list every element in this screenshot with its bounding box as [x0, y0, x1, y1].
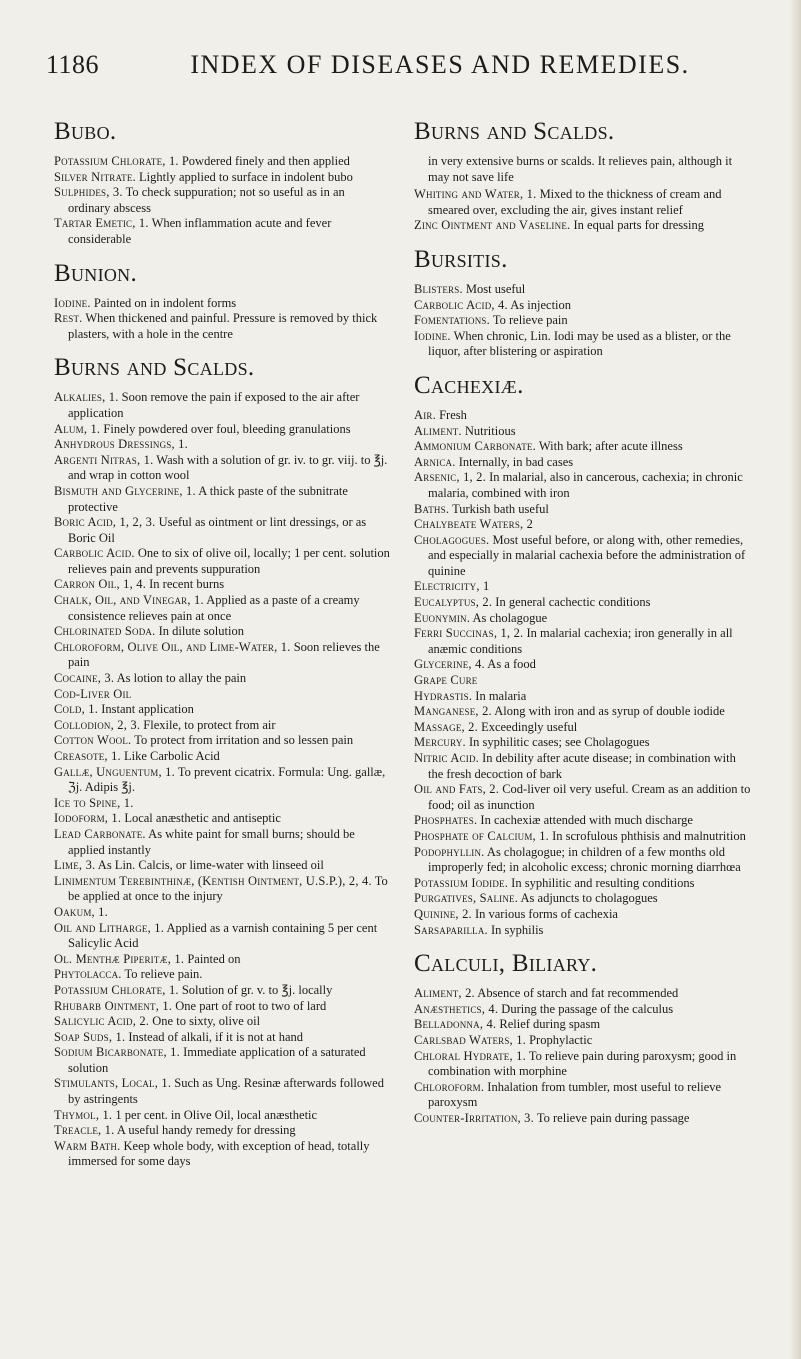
- remedy-description: To relieve pain during passage: [533, 1110, 690, 1125]
- remedy-description: Flexile, to protect from air: [140, 717, 276, 732]
- remedy-name: Glycerine, 4.: [414, 657, 485, 672]
- page-edge-shadow: [789, 0, 801, 1359]
- remedy-description: Nutritious: [461, 423, 516, 438]
- remedy-name: Whiting and Water, 1.: [414, 187, 537, 202]
- remedy-name: Warm Bath.: [54, 1138, 121, 1153]
- remedy-name: Phosphates.: [414, 813, 478, 828]
- index-section: [414, 246, 754, 360]
- remedy-name: Lead Carbonate.: [54, 826, 146, 841]
- remedy-description: Painted on in indolent forms: [90, 295, 237, 310]
- index-entry: [54, 905, 390, 921]
- index-entry: [414, 1049, 754, 1080]
- remedy-name: Ice to Spine, 1.: [54, 795, 134, 810]
- index-entry: [54, 624, 390, 640]
- remedy-name: Grape Cure: [414, 673, 478, 688]
- remedy-name: Oil and Litharge, 1.: [54, 920, 165, 935]
- remedy-description: In dilute solution: [155, 624, 244, 639]
- index-entry: [414, 455, 754, 471]
- index-entry: [54, 765, 390, 796]
- index-entry: [54, 967, 390, 983]
- index-entry: [54, 577, 390, 593]
- remedy-name: Iodoform, 1.: [54, 811, 122, 826]
- remedy-description: In recent burns: [146, 577, 225, 592]
- index-entry: [54, 1076, 390, 1107]
- remedy-description: Most useful before, or along with, other remedies, and especially in malarial cachexia before the administration of quinine: [428, 532, 746, 578]
- index-entry: [54, 154, 390, 170]
- index-entry: [414, 470, 754, 501]
- index-entry: [54, 999, 390, 1015]
- remedy-name: Sarsaparilla.: [414, 922, 488, 937]
- section-continuation: in very extensive burns or scalds. It relieves pain, although it may not save life: [428, 154, 733, 184]
- remedy-name: Tartar Emetic, 1.: [54, 216, 149, 231]
- index-entry: [54, 671, 390, 687]
- remedy-name: Massage, 2.: [414, 719, 478, 734]
- remedy-description: One part of root to two of lard: [172, 998, 327, 1013]
- index-entry: [54, 422, 390, 438]
- index-entry: [54, 515, 390, 546]
- index-entry: [414, 282, 754, 298]
- remedy-name: Arsenic, 1, 2.: [414, 470, 486, 485]
- index-entry: [54, 983, 390, 999]
- remedy-name: Fomentations.: [414, 313, 490, 328]
- remedy-name: Air.: [414, 407, 436, 422]
- index-section: [414, 118, 754, 234]
- remedy-description: To prevent cicatrix. Formula: Ung. gallæ, ℨj. Adipis ℥j.: [68, 764, 386, 795]
- index-entry: [54, 796, 390, 812]
- remedy-description: A useful handy remedy for dressing: [114, 1123, 296, 1138]
- remedy-description: Absence of starch and fat recommended: [474, 986, 679, 1001]
- index-entry: [414, 595, 754, 611]
- left-column: [54, 118, 390, 1182]
- remedy-name: Aliment.: [414, 423, 462, 438]
- remedy-name: Boric Acid, 1, 2, 3.: [54, 515, 156, 530]
- page-title: INDEX OF DISEASES AND REMEDIES.: [190, 50, 690, 79]
- remedy-description: Powdered finely and then applied: [178, 154, 350, 168]
- remedy-description: Cod-liver oil very useful. Cream as an addition to food; oil as inunction: [428, 782, 751, 812]
- remedy-name: Rhubarb Ointment, 1.: [54, 998, 173, 1013]
- remedy-description: When chronic, Lin. Iodi may be used as a blister, or the liquor, after blistering or aspiration: [428, 328, 731, 359]
- remedy-name: Manganese, 2.: [414, 704, 492, 719]
- remedy-name: Creasote, 1.: [54, 749, 121, 763]
- remedy-name: Baths.: [414, 501, 450, 516]
- remedy-name: Phytolacca.: [54, 967, 122, 982]
- remedy-name: Silver Nitrate.: [54, 169, 136, 184]
- remedy-description: A thick paste of the subnitrate protective: [68, 483, 348, 514]
- index-entry: [54, 185, 390, 216]
- remedy-name: Carlsbad Waters, 1.: [414, 1032, 526, 1047]
- remedy-name: Bismuth and Glycerine, 1.: [54, 483, 196, 498]
- section-title: Burns and Scalds.: [54, 354, 255, 382]
- remedy-name: Cotton Wool.: [54, 733, 132, 748]
- remedy-description: In syphilitic cases; see Cholagogues: [465, 735, 650, 750]
- section-title: Burns and Scalds.: [414, 118, 615, 145]
- remedy-description: As white paint for small burns; should be applied instantly: [68, 826, 355, 857]
- remedy-description: To relieve pain during paroxysm; good in combination with morphine: [428, 1048, 737, 1079]
- remedy-name: Alum, 1.: [54, 421, 101, 436]
- index-entry: [414, 1002, 754, 1018]
- remedy-name: Thymol, 1.: [54, 1107, 113, 1122]
- section-title: Calculi, Biliary.: [414, 950, 598, 978]
- remedy-description: In syphilitic and resulting conditions: [508, 875, 695, 890]
- index-entry: [414, 1080, 754, 1111]
- remedy-name: Chloral Hydrate, 1.: [414, 1048, 526, 1063]
- remedy-description: Solution of gr. v. to ℥j. locally: [178, 982, 333, 997]
- remedy-description: Inhalation from tumbler, most useful to relieve paroxysm: [428, 1079, 722, 1110]
- remedy-description: Applied as a paste of a creamy consistence relieves pain at once: [68, 593, 360, 623]
- remedy-description: When inflammation acute and fever considerable: [68, 216, 332, 246]
- index-entry: [414, 704, 754, 720]
- right-column: [414, 118, 754, 1138]
- index-entry: [54, 1014, 390, 1030]
- remedy-name: Anæsthetics, 4.: [414, 1001, 499, 1016]
- remedy-name: Chlorinated Soda.: [54, 624, 156, 639]
- remedy-name: Arnica.: [414, 454, 456, 469]
- remedy-name: Ferri Succinas, 1, 2.: [414, 626, 524, 641]
- remedy-description: Most useful: [462, 281, 526, 296]
- remedy-name: Iodine.: [54, 295, 91, 310]
- remedy-description: Prophylactic: [525, 1032, 593, 1047]
- remedy-description: Lightly applied to surface in indolent bubo: [135, 169, 353, 184]
- remedy-name: Ol. Menthæ Piperitæ, 1.: [54, 951, 185, 966]
- remedy-name: Sodium Bicarbonate, 1.: [54, 1045, 180, 1060]
- remedy-name: Oil and Fats, 2.: [414, 782, 500, 797]
- remedy-description: Wash with a solution of gr. iv. to gr. viij. to ℥j. and wrap in cotton wool: [68, 452, 388, 483]
- remedy-name: Linimentum Terebinthinæ, (Kentish Ointment, U.S.P.), 2, 4.: [54, 873, 372, 888]
- remedy-name: Iodine.: [414, 328, 451, 343]
- index-section: [54, 260, 390, 343]
- index-entry: [54, 484, 390, 515]
- remedy-name: Ammonium Carbonate.: [414, 439, 536, 454]
- index-entry: [54, 170, 390, 186]
- remedy-description: One to sixty, olive oil: [149, 1014, 261, 1029]
- remedy-description: Along with iron and as syrup of double iodide: [491, 704, 725, 719]
- index-section: [54, 354, 390, 1170]
- remedy-description: In scrofulous phthisis and malnutrition: [548, 828, 746, 843]
- index-entry: [54, 296, 390, 312]
- remedy-description: In malarial cachexia; iron generally in all anæmic conditions: [428, 626, 733, 656]
- remedy-description: Soon remove the pain if exposed to the air after application: [68, 390, 360, 420]
- remedy-name: Nitric Acid.: [414, 751, 480, 765]
- remedy-name: Cod-Liver Oil: [54, 686, 132, 701]
- index-entry: [54, 718, 390, 734]
- page-number: 1186: [46, 50, 100, 79]
- remedy-description: Fresh: [435, 407, 467, 422]
- section-title: Bunion.: [54, 259, 138, 287]
- remedy-description: One to six of olive oil, locally; 1 per cent. solution relieves pain and prevents suppuration: [68, 546, 390, 576]
- index-entry: [54, 702, 390, 718]
- index-entry: [54, 640, 390, 671]
- index-entry: [54, 437, 390, 453]
- remedy-description: Internally, in bad cases: [455, 454, 574, 469]
- remedy-description: In various forms of cachexia: [471, 906, 618, 921]
- remedy-name: Electricity, 1: [414, 579, 490, 594]
- index-entry: [414, 845, 754, 876]
- index-entry: [414, 579, 754, 595]
- index-section: [414, 950, 754, 1126]
- remedy-name: Chalybeate Waters, 2: [414, 517, 534, 532]
- remedy-name: Lime, 3.: [54, 858, 96, 873]
- remedy-description: As lotion to allay the pain: [114, 671, 247, 686]
- remedy-name: Anhydrous Dressings, 1.: [54, 437, 188, 452]
- remedy-description: Local anæsthetic and antiseptic: [121, 811, 281, 826]
- remedy-name: Argenti Nitras, 1.: [54, 452, 154, 467]
- index-entry: [414, 424, 754, 440]
- remedy-name: Soap Suds, 1.: [54, 1029, 126, 1044]
- index-entry: [54, 874, 390, 905]
- index-entry: [414, 720, 754, 736]
- index-entry: [414, 907, 754, 923]
- remedy-name: Potassium Chlorate, 1.: [54, 154, 179, 168]
- index-entry: [54, 216, 390, 247]
- remedy-description: To be applied at once to the injury: [68, 873, 388, 904]
- index-entry: [414, 298, 754, 314]
- remedy-description: Finely powdered over foul, bleeding granulations: [100, 421, 351, 436]
- remedy-name: Salicylic Acid, 2.: [54, 1014, 150, 1029]
- index-entry: [54, 546, 390, 577]
- index-entry: [414, 673, 754, 689]
- remedy-description: In malaria: [472, 688, 527, 703]
- remedy-description: As Lin. Calcis, or lime-water with linseed oil: [95, 858, 324, 873]
- remedy-description: To check suppuration; not so useful as in an ordinary abscess: [68, 185, 345, 215]
- index-entry: [414, 611, 754, 627]
- index-entry: [414, 533, 754, 580]
- remedy-description: As a food: [484, 657, 536, 672]
- remedy-description: 1 per cent. in Olive Oil, local anæsthetic: [112, 1107, 318, 1122]
- remedy-name: Potassium Chlorate, 1.: [54, 982, 179, 997]
- remedy-description: Painted on: [184, 951, 241, 966]
- index-entry: [54, 858, 390, 874]
- index-entry: [54, 390, 390, 421]
- index-entry: [414, 1111, 754, 1127]
- remedy-description: As cholagogue: [470, 610, 548, 625]
- remedy-description: Such as Ung. Resinæ afterwards followed by astringents: [68, 1076, 384, 1107]
- remedy-description: In malarial, also in cancerous, cachexia; in chronic malaria, combined with iron: [428, 470, 743, 500]
- remedy-name: Carbolic Acid.: [54, 546, 135, 561]
- index-entry: [414, 829, 754, 845]
- remedy-name: Blisters.: [414, 281, 463, 296]
- index-entry: [54, 453, 390, 484]
- remedy-description: As adjuncts to cholagogues: [518, 891, 658, 906]
- remedy-description: Soon relieves the pain: [68, 639, 380, 670]
- index-entry: [414, 986, 754, 1002]
- remedy-description: To protect from irritation and so lessen pain: [131, 733, 354, 748]
- remedy-name: Treacle, 1.: [54, 1123, 115, 1138]
- index-entry: [414, 751, 754, 782]
- index-entry: [54, 733, 390, 749]
- remedy-description: To relieve pain: [489, 313, 568, 328]
- remedy-name: Aliment, 2.: [414, 986, 475, 1001]
- remedy-description: Useful as ointment or lint dressings, or as Boric Oil: [68, 515, 367, 545]
- remedy-description: Instead of alkali, if it is not at hand: [125, 1029, 303, 1044]
- index-entry: [414, 891, 754, 907]
- remedy-name: Eucalyptus, 2.: [414, 595, 493, 610]
- remedy-name: Euonymin.: [414, 610, 471, 625]
- remedy-name: Podophyllin.: [414, 844, 485, 859]
- index-entry: [414, 735, 754, 751]
- remedy-description: Exceedingly useful: [477, 719, 578, 734]
- index-entry: [414, 408, 754, 424]
- index-section: [414, 372, 754, 938]
- index-entry: [414, 218, 754, 234]
- remedy-description: In cachexiæ attended with much discharge: [477, 813, 693, 828]
- section-title: Bursitis.: [414, 245, 508, 273]
- index-entry: [414, 1033, 754, 1049]
- remedy-name: Gallæ, Unguentum, 1.: [54, 764, 175, 779]
- remedy-description: As cholagogue; in children of a few months old improperly fed; in alcoholic excess; chronic morning diarrhœa: [428, 844, 741, 875]
- remedy-description: Mixed to the thickness of cream and smeared over, excluding the air, gives instant relief: [428, 187, 722, 217]
- index-section: [54, 118, 390, 248]
- index-entry: [54, 827, 390, 858]
- remedy-name: Alkalies, 1.: [54, 390, 119, 405]
- remedy-description: Like Carbolic Acid: [120, 749, 220, 763]
- remedy-description: In general cachectic conditions: [492, 595, 651, 610]
- remedy-name: Carron Oil, 1, 4.: [54, 577, 147, 592]
- remedy-description: Turkish bath useful: [449, 501, 549, 516]
- remedy-name: Stimulants, Local, 1.: [54, 1076, 172, 1091]
- remedy-name: Cholagogues.: [414, 532, 490, 547]
- remedy-name: Oakum, 1.: [54, 904, 108, 919]
- remedy-description: Immediate application of a saturated solution: [68, 1045, 366, 1075]
- remedy-name: Zinc Ointment and Vaseline.: [414, 218, 571, 233]
- section-title: Bubo.: [54, 118, 117, 145]
- remedy-name: Collodion, 2, 3.: [54, 717, 141, 732]
- remedy-name: Hydrastis.: [414, 688, 473, 703]
- index-entry: [414, 876, 754, 892]
- remedy-description: In equal parts for dressing: [570, 218, 705, 233]
- remedy-description: Instant application: [98, 702, 194, 717]
- remedy-name: Mercury.: [414, 735, 466, 750]
- index-entry: [414, 657, 754, 673]
- index-entry: [414, 187, 754, 218]
- remedy-name: Chalk, Oil, and Vinegar, 1.: [54, 593, 204, 608]
- remedy-description: To relieve pain.: [121, 967, 203, 982]
- remedy-name: Sulphides, 3.: [54, 185, 123, 200]
- index-entry: [414, 813, 754, 829]
- remedy-name: Carbolic Acid, 4.: [414, 297, 508, 312]
- index-entry: [414, 689, 754, 705]
- remedy-description: In syphilis: [487, 922, 544, 937]
- index-entry: [54, 749, 390, 765]
- remedy-name: Purgatives, Saline.: [414, 891, 519, 906]
- remedy-name: Chloroform, Olive Oil, and Lime-Water, 1.: [54, 639, 291, 654]
- remedy-name: Quinine, 2.: [414, 906, 472, 921]
- index-entry: [414, 502, 754, 518]
- index-entry: [414, 439, 754, 455]
- index-entry: [54, 593, 390, 624]
- remedy-description: Relief during spasm: [496, 1017, 601, 1032]
- remedy-description: With bark; after acute illness: [535, 439, 683, 454]
- index-entry: [414, 923, 754, 939]
- remedy-name: Counter-Irritation, 3.: [414, 1110, 534, 1125]
- index-entry: [54, 687, 390, 703]
- remedy-name: Chloroform.: [414, 1079, 485, 1094]
- index-entry: [54, 1108, 390, 1124]
- page-header: [46, 50, 776, 90]
- index-entry: [54, 811, 390, 827]
- index-entry: [54, 952, 390, 968]
- remedy-name: Belladonna, 4.: [414, 1017, 497, 1032]
- remedy-description: During the passage of the calculus: [498, 1001, 674, 1016]
- section-title: Cachexiæ.: [414, 371, 524, 399]
- remedy-description: Keep whole body, with exception of head, totally immersed for some days: [68, 1138, 370, 1169]
- remedy-name: Rest.: [54, 311, 83, 326]
- index-entry: [54, 1030, 390, 1046]
- index-entry: [414, 517, 754, 533]
- remedy-name: Potassium Iodide.: [414, 875, 509, 890]
- remedy-name: Cold, 1.: [54, 702, 99, 717]
- index-entry: [54, 1045, 390, 1076]
- remedy-name: Phosphate of Calcium, 1.: [414, 828, 549, 843]
- index-entry: [414, 329, 754, 360]
- index-entry: [414, 782, 754, 813]
- index-entry: [54, 1123, 390, 1139]
- remedy-description: Applied as a varnish containing 5 per cent Salicylic Acid: [68, 920, 378, 951]
- remedy-description: When thickened and painful. Pressure is removed by thick plasters, with a hole in the centre: [68, 311, 378, 341]
- remedy-description: In debility after acute disease; in combination with the fresh decoction of bark: [428, 751, 736, 781]
- index-entry: [414, 1017, 754, 1033]
- index-entry: [414, 626, 754, 657]
- index-entry: [54, 1139, 390, 1170]
- index-entry: [414, 313, 754, 329]
- remedy-name: Cocaine, 3.: [54, 671, 115, 686]
- index-entry: [54, 921, 390, 952]
- remedy-description: As injection: [507, 297, 572, 312]
- index-entry: [54, 311, 390, 342]
